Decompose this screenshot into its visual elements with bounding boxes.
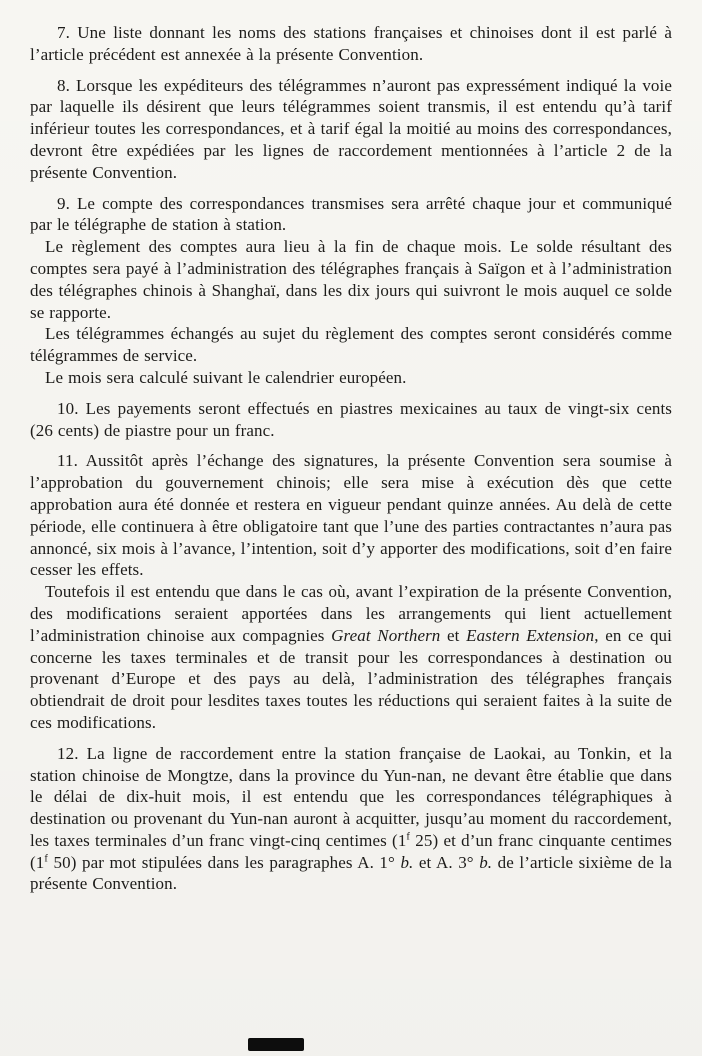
paragraph-11 (30, 450, 672, 581)
paragraph-12 (30, 743, 672, 896)
text-segment: 12. La ligne de raccordement entre la station française de Laokai, au Tonkin, et la station chinoise de Mongtze, dans la province du Yun-nan, ne devant être établie que dans le délai de dix-huit mois, il est entendu que les correspondances télégraphiques à destination ou provenant du Yun-nan auront à acquitter, jusqu’au moment du raccordement, les taxes terminales d’un franc vingt-cinq centimes (1 (30, 743, 672, 850)
text-segment: 8. Lorsque les expéditeurs des télégrammes n’auront pas expressément indiqué la voie par laquelle ils désirent que leurs télégrammes soient transmis, il est entendu qu’à tarif inférieur toutes les correspondances, et à tarif égal la moitié au moins des correspondances, devront être expédiées par les lignes de raccordement mentionnées à l’article 2 de la présente Convention. (30, 75, 672, 182)
paragraph-9-reglement (30, 236, 672, 323)
paragraph-10 (30, 398, 672, 442)
italic-text: b. (479, 852, 493, 872)
text-segment: et (440, 625, 467, 645)
paragraph-11-toutefois (30, 581, 672, 734)
text-segment: Les télégrammes échangés au sujet du règlement des comptes seront considérés comme télégrammes de service. (30, 324, 672, 366)
paragraph-7 (30, 22, 672, 66)
paragraph-9-telegrammes-service (30, 323, 672, 367)
superscript-text: f (44, 853, 48, 865)
text-segment: Toutefois il est entendu que dans le cas où, avant l’expiration de la présente Convention, des modifications seraient apportées dans les arrangements qui lient actuellement l’administration chinoise aux compagnies (30, 582, 672, 645)
paragraph-9-calendrier (30, 367, 672, 389)
text-segment: 25) et d’un franc cinquante centimes (1 (30, 830, 672, 872)
italic-text: b. (400, 852, 414, 872)
text-segment: , en ce qui concerne les taxes terminales et de transit pour les correspondances à destination ou provenant d’Europe et des pays au delà, l’administration des télégraphes français obtiendrait de droit pour lesdites taxes toutes les réductions qui seraient faites à la suite de ces modifications. (30, 625, 672, 732)
paragraph-9 (30, 193, 672, 237)
page-text (30, 22, 672, 895)
text-segment: 9. Le compte des correspondances transmises sera arrêté chaque jour et communiqué par le télégraphe de station à station. (30, 193, 672, 235)
ink-blot-mark (248, 1038, 304, 1051)
superscript-text: f (406, 831, 411, 843)
italic-text: Great Northern (331, 625, 441, 645)
text-segment: 10. Les payements seront effectués en piastres mexicaines au taux de vingt-six cents (26 cents) de piastre pour un franc. (30, 398, 672, 440)
text-segment: Le règlement des comptes aura lieu à la fin de chaque mois. Le solde résultant des comptes sera payé à l’administration des télégraphes français à Saïgon et à l’administration des télégraphes chinois à Shanghaï, dans les dix jours qui suivront le mois auquel ce solde se rapporte. (30, 237, 672, 322)
paragraph-8 (30, 75, 672, 184)
italic-text: Eastern Extension (466, 625, 595, 645)
text-segment: 50) par mot stipulées dans les paragraphes A. 1° (47, 852, 401, 872)
text-segment: Le mois sera calculé suivant le calendrier européen. (45, 367, 407, 387)
text-segment: et A. 3° (413, 852, 480, 872)
text-segment: 11. Aussitôt après l’échange des signatures, la présente Convention sera soumise à l’approbation du gouvernement chinois; elle sera mise à exécution dès que cette approbation aura été donnée et restera en vigueur pendant quinze années. Au delà de cette période, elle continuera à être obligatoire tant que l’une des parties contractantes n’aura pas annoncé, six mois à l’avance, l’intention, soit d’y apporter des modifications, soit d’en faire cesser les effets. (30, 451, 672, 580)
text-segment: de l’article sixième de la présente Convention. (30, 852, 672, 894)
text-segment: 7. Une liste donnant les noms des stations françaises et chinoises dont il est parlé à l’article précédent est annexée à la présente Convention. (30, 23, 672, 64)
